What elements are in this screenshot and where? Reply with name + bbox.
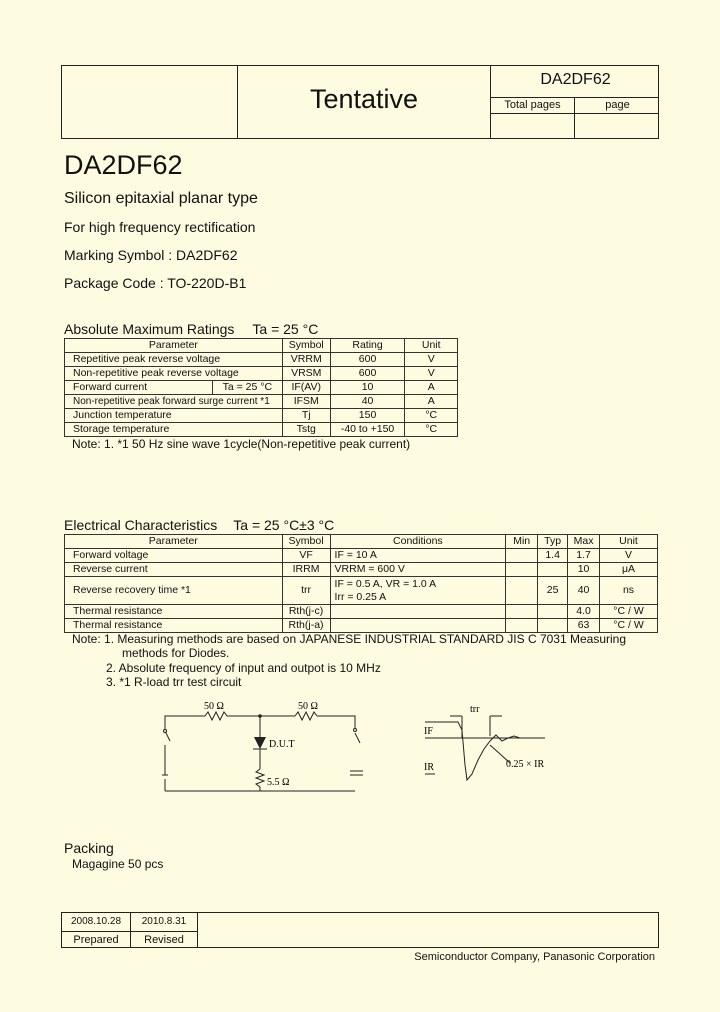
packing-heading: Packing (64, 840, 114, 856)
resistor-5.5-label: 5.5 Ω (267, 777, 290, 788)
ec-table (64, 534, 658, 633)
resistor-50-left-label: 50 Ω (204, 701, 224, 712)
table-row: Forward voltage VF IF = 10 A 1.4 1.7 V (65, 549, 658, 563)
table-row: Storage temperature Tstg -40 to +150 °C (65, 423, 458, 437)
prepared-label: Prepared (73, 934, 119, 946)
header-box (61, 65, 659, 139)
tentative-label: Tentative (309, 84, 419, 114)
table-row: Non-repetitive peak reverse voltage VRSM 600 V (65, 367, 458, 381)
ec-note-2: 2. Absolute frequency of input and outpot is 10 MHz (106, 661, 381, 675)
revised-date: 2010.8.31 (141, 916, 187, 927)
package-code: Package Code : TO-220D-B1 (64, 275, 247, 291)
table-row: Reverse recovery time *1 trr IF = 0.5 A, VR = 1.0 A Irr = 0.25 A 25 40 ns (65, 577, 658, 605)
amr-table (64, 338, 458, 437)
table-header-row: Parameter Symbol Conditions Min Typ Max Unit (65, 535, 658, 549)
prepared-date: 2008.10.28 (70, 916, 122, 927)
total-pages-label: Total pages (504, 99, 561, 111)
ec-note-3: 3. *1 R-load trr test circuit (106, 675, 242, 689)
dut-label: D.U.T (269, 739, 295, 750)
revision-box (61, 912, 659, 948)
marking-symbol: Marking Symbol : DA2DF62 (64, 247, 238, 263)
trr-waveform (420, 700, 560, 790)
page-title: DA2DF62 (64, 150, 183, 180)
packing-text: Magagine 50 pcs (72, 857, 164, 871)
amr-note: Note: 1. *1 50 Hz sine wave 1cycle(Non-repetitive peak current) (72, 437, 411, 451)
table-row: Junction temperature Tj 150 °C (65, 409, 458, 423)
table-row: Forward current Ta = 25 °C IF(AV) 10 A (65, 381, 458, 395)
table-row: Repetitive peak reverse voltage VRRM 600 V (65, 353, 458, 367)
table-row: Non-repetitive peak forward surge current *1 IFSM 40 A (65, 395, 458, 409)
trr-label: trr (470, 704, 480, 715)
table-header-row: Parameter Symbol Rating Unit (65, 339, 458, 353)
ir-label: IR (424, 762, 434, 773)
subtitle: Silicon epitaxial planar type (64, 190, 258, 207)
company-name: Semiconductor Company, Panasonic Corporation (414, 951, 655, 963)
revised-label: Revised (144, 934, 184, 946)
table-row: Thermal resistance Rth(j-a) 63 °C / W (65, 619, 658, 633)
level-label: 0.25 × IR (506, 759, 545, 770)
amr-heading: Absolute Maximum Ratings Ta = 25 °C (64, 321, 319, 337)
ec-heading: Electrical Characteristics Ta = 25 °C±3 °C (64, 517, 335, 533)
if-label: IF (424, 726, 433, 737)
ec-note-1: Note: 1. Measuring methods are based on JAPANESE INDUSTRIAL STANDARD JIS C 7031 Measuring (72, 632, 627, 646)
table-row: Thermal resistance Rth(j-c) 4.0 °C / W (65, 605, 658, 619)
table-row: Reverse current IRRM VRRM = 600 V 10 μA (65, 563, 658, 577)
header-part-number: DA2DF62 (540, 71, 611, 88)
ec-note-1-cont: methods for Diodes. (122, 646, 230, 660)
application: For high frequency rectification (64, 219, 256, 235)
resistor-50-right-label: 50 Ω (298, 701, 318, 712)
trr-test-circuit (150, 695, 380, 805)
page-label: page (605, 99, 630, 111)
